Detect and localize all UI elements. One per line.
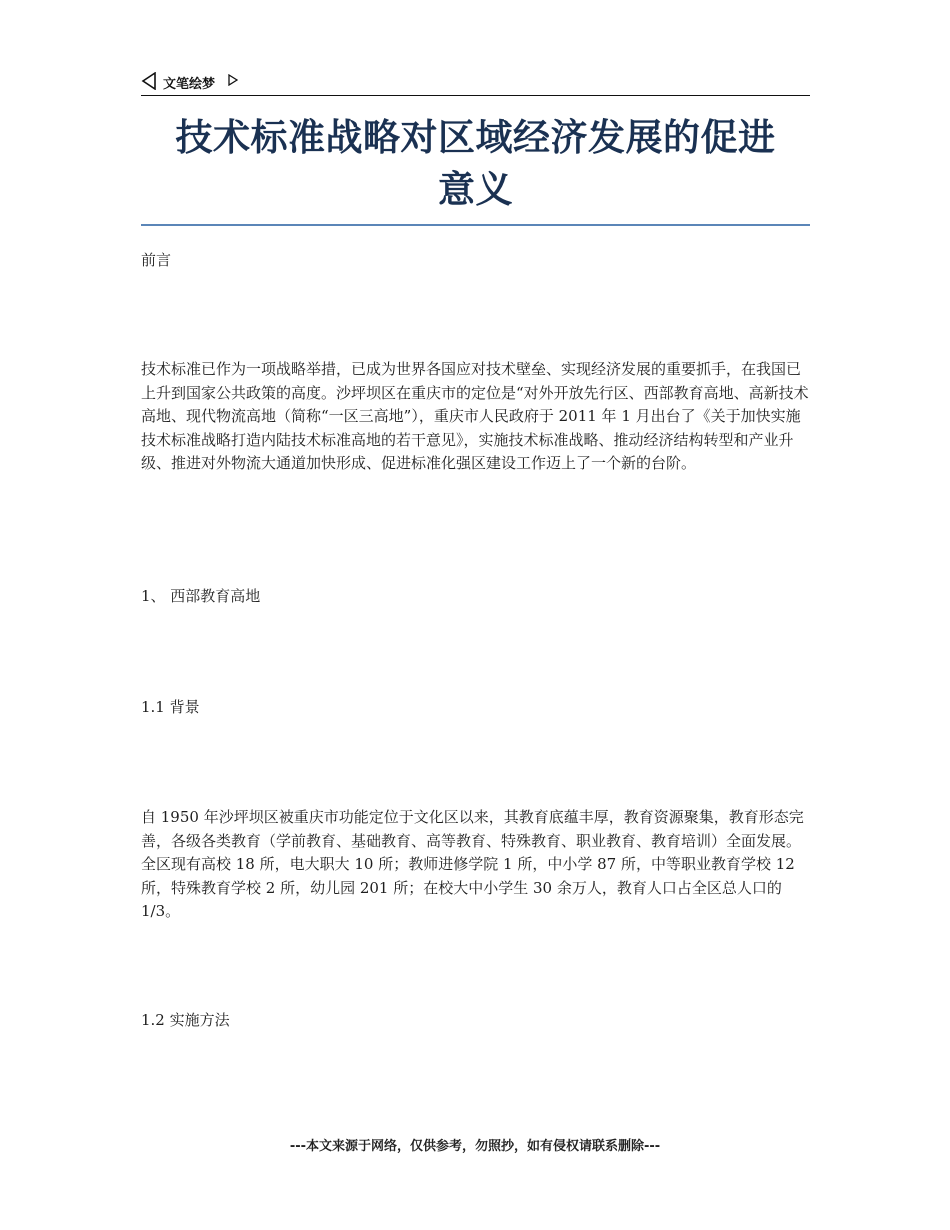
section-1-heading: 1、 西部教育高地 xyxy=(141,587,261,605)
section-1-1-heading: 1.1 背景 xyxy=(141,698,200,716)
section-1-2-heading: 1.2 实施方法 xyxy=(141,1011,230,1029)
right-triangle-icon xyxy=(228,74,238,86)
footer-disclaimer: ---本文来源于网络，仅供参考，勿照抄，如有侵权请联系删除--- xyxy=(289,1139,661,1154)
title-line-2: 意义 xyxy=(438,168,513,211)
document-title xyxy=(141,112,810,216)
title-divider xyxy=(141,224,810,226)
left-triangle-icon xyxy=(141,72,157,90)
brand-label: 文笔绘梦 xyxy=(163,77,216,92)
section-1-1-paragraph: 自 1950 年沙坪坝区被重庆市功能定位于文化区以来，其教育底蕴丰厚，教育资源聚集，教育形态完善，各级各类教育（学前教育、基础教育、高等教育、特殊教育、职业教育、教育培训）全面发展。全区现有高校 18 所，电大职大 10 所；教师进修学院 1 所，中小学 87 所，中等职业教育学校 12 所，特殊教育学校 2 所，幼儿园 201 所；在校大中小学生 30 余万人，教育人口占全区总人口的 1/3。 xyxy=(141,808,804,920)
title-line-1: 技术标准战略对区域经济发展的促进 xyxy=(175,116,776,159)
page-header xyxy=(141,70,810,96)
preface-heading: 前言 xyxy=(141,251,172,269)
header-divider xyxy=(141,95,810,96)
intro-paragraph: 技术标准已作为一项战略举措，已成为世界各国应对技术壁垒、实现经济发展的重要抓手，在我国已上升到国家公共政策的高度。沙坪坝区在重庆市的定位是“对外开放先行区、西部教育高地、高新技术高地、现代物流高地（简称“一区三高地”），重庆市人民政府于 2011 年 1 月出台了《关于加快实施技术标准战略打造内陆技术标准高地的若干意见》，实施技术标准战略、推动经济结构转型和产业升级、推进对外物流大通道加快形成、促进标准化强区建设工作迈上了一个新的台阶。 xyxy=(141,360,809,472)
